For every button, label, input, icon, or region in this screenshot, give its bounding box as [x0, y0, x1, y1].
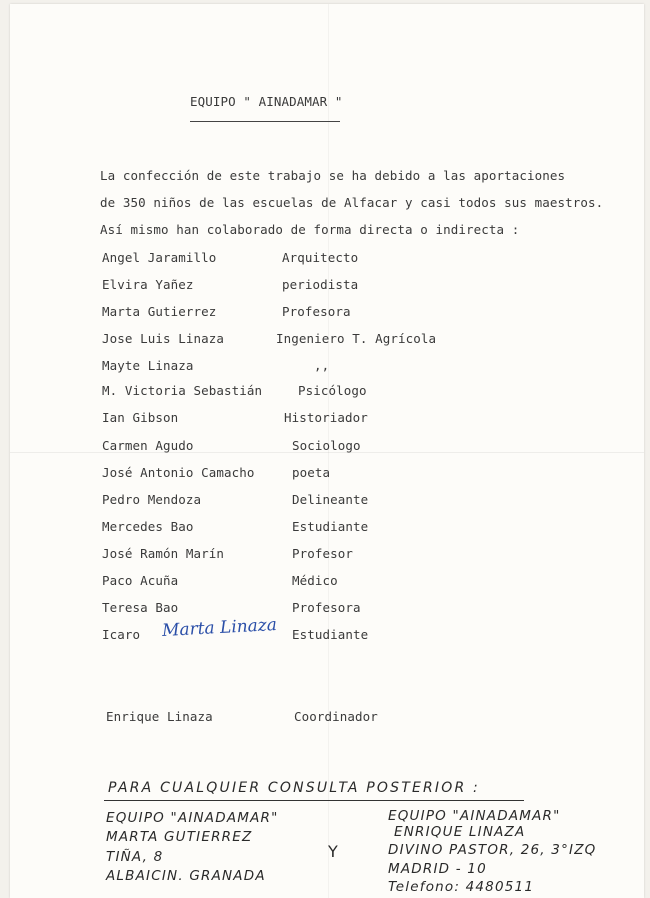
contact-and: Y — [328, 842, 338, 861]
handwritten-signature: Marta Linaza — [161, 615, 278, 641]
contact-left-line: TIÑA, 8 — [106, 849, 164, 865]
title-underline — [190, 121, 340, 122]
list-item — [10, 358, 644, 376]
collaborator-role: Profesora — [292, 600, 361, 615]
document-title: EQUIPO " AINADAMAR " — [190, 94, 343, 109]
list-item — [10, 277, 644, 295]
collaborator-role: Profesora — [282, 304, 351, 319]
collaborator-name: M. Victoria Sebastián — [102, 383, 263, 398]
list-item — [10, 546, 644, 564]
list-item — [10, 438, 644, 456]
collaborator-name: Mayte Linaza — [102, 358, 194, 373]
contact-right-line: Telefono: 4480511 — [388, 879, 535, 895]
list-item — [10, 383, 644, 401]
contact-left-line: MARTA GUTIERREZ — [106, 829, 253, 845]
collaborator-role: Profesor — [292, 546, 354, 561]
collaborator-name: Elvira Yañez — [102, 277, 194, 292]
collaborator-name: Ian Gibson — [102, 410, 179, 425]
collaborator-role: Sociologo — [292, 438, 361, 453]
contact-right-line: DIVINO PASTOR, 26, 3°IZQ — [388, 842, 597, 858]
contact-left-line: ALBAICIN. GRANADA — [106, 868, 266, 884]
contact-header: PARA CUALQUIER CONSULTA POSTERIOR : — [108, 780, 480, 796]
coordinator-role: Coordinador — [294, 709, 378, 724]
collaborator-role: poeta — [292, 465, 331, 480]
collaborator-name: Paco Acuña — [102, 573, 179, 588]
collaborator-name: Teresa Bao — [102, 600, 179, 615]
collaborator-role: Arquitecto — [282, 250, 359, 265]
contact-right-line: ENRIQUE LINAZA — [394, 824, 526, 840]
list-item — [10, 573, 644, 591]
list-item — [10, 250, 644, 268]
collaborator-name: Angel Jaramillo — [102, 250, 217, 265]
collaborator-name: José Antonio Camacho — [102, 465, 255, 480]
collaborator-role: Médico — [292, 573, 338, 588]
coordinator-row — [10, 709, 644, 727]
collaborator-role-ditto: ,, — [314, 358, 330, 373]
collaborator-name: Icaro — [102, 627, 141, 642]
contact-header-underline — [104, 800, 524, 801]
collaborator-role: Delineante — [292, 492, 369, 507]
list-item — [10, 519, 644, 537]
coordinator-name: Enrique Linaza — [106, 709, 213, 724]
collaborator-name: Mercedes Bao — [102, 519, 194, 534]
list-item — [10, 627, 644, 645]
collaborator-role: Estudiante — [292, 627, 369, 642]
collaborator-role: Estudiante — [292, 519, 369, 534]
collaborator-role: periodista — [282, 277, 359, 292]
collaborator-name: Marta Gutierrez — [102, 304, 217, 319]
contact-right-line: MADRID - 10 — [388, 861, 487, 877]
contact-right-line: EQUIPO "AINADAMAR" — [388, 808, 561, 824]
list-item — [10, 304, 644, 322]
intro-line-1: La confección de este trabajo se ha debido a las aportaciones — [100, 168, 566, 183]
intro-line-3: Así mismo han colaborado de forma directa o indirecta : — [100, 222, 520, 237]
collaborator-name: José Ramón Marín — [102, 546, 225, 561]
list-item — [10, 331, 644, 349]
list-item — [10, 492, 644, 510]
list-item — [10, 465, 644, 483]
collaborator-name: Carmen Agudo — [102, 438, 194, 453]
contact-left-line: EQUIPO "AINADAMAR" — [106, 810, 279, 826]
intro-line-2: de 350 niños de las escuelas de Alfacar y casi todos sus maestros. — [100, 195, 604, 210]
collaborator-role: Ingeniero T. Agrícola — [276, 331, 437, 346]
document-page — [10, 4, 644, 898]
list-item — [10, 600, 644, 618]
collaborator-role: Psicólogo — [298, 383, 367, 398]
list-item — [10, 410, 644, 428]
collaborator-name: Jose Luis Linaza — [102, 331, 225, 346]
collaborator-role: Historiador — [284, 410, 368, 425]
collaborator-name: Pedro Mendoza — [102, 492, 202, 507]
